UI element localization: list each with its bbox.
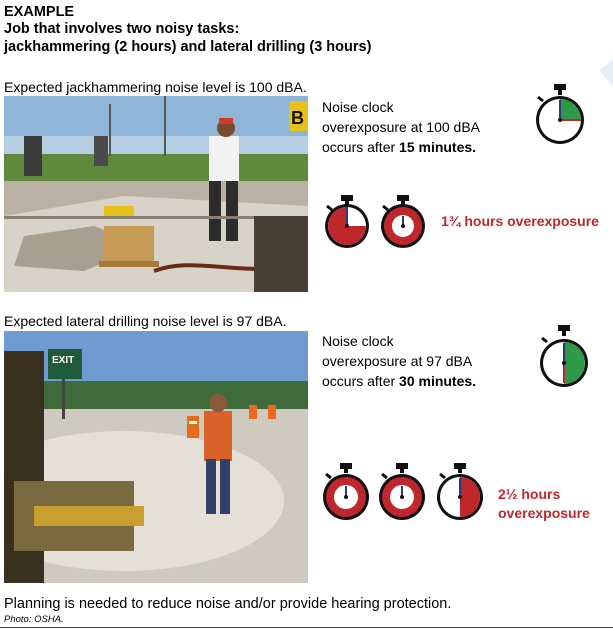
dr-overexposure-line2: overexposure: [498, 505, 590, 521]
bottom-divider: [0, 627, 613, 628]
road-sign-text: B: [291, 108, 304, 128]
exit-sign-text: EXIT: [52, 355, 75, 366]
stopwatch-15min-icon: [530, 84, 590, 151]
corner-decoration: [599, 60, 613, 86]
jh-clock-duration: 15 minutes.: [399, 139, 477, 155]
stopwatch-overexposure-2-icon: [377, 195, 429, 254]
dr-overexposure-line1: 2½ hours: [498, 486, 561, 502]
stopwatch-overexposure-5-icon: [434, 463, 486, 528]
jh-clock-line3-text: occurs after: [322, 139, 400, 155]
drilling-photo: [4, 331, 308, 583]
dr-clock-line1: Noise clock: [322, 333, 394, 349]
task-durations: jackhammering (2 hours) and lateral drilling (3 hours): [4, 39, 372, 55]
dr-clock-line3-text: occurs after: [322, 373, 400, 389]
dr-clock-line2: overexposure at 97 dBA: [322, 353, 473, 369]
photo-credit-source: OSHA.: [31, 614, 64, 625]
jh-clock-line1: Noise clock: [322, 99, 394, 115]
jackhammer-noise-level: Expected jackhammering noise level is 100 dBA.: [4, 79, 307, 95]
stopwatch-30min-icon: [534, 325, 594, 394]
stopwatch-overexposure-1-icon: [321, 195, 373, 254]
photo-credit: [4, 614, 64, 625]
job-description: Job that involves two noisy tasks:: [4, 21, 240, 37]
jh-overexposure-label: 1¾ hours overexposure: [441, 213, 599, 229]
stopwatch-overexposure-4-icon: [376, 463, 428, 528]
dr-clock-line3: [322, 371, 476, 391]
photo-credit-label: Photo:: [4, 614, 32, 625]
jh-clock-line2: overexposure at 100 dBA: [322, 119, 480, 135]
stopwatch-overexposure-3-icon: [320, 463, 372, 528]
drilling-noise-level: Expected lateral drilling noise level is 97 dBA.: [4, 313, 287, 329]
dr-clock-duration: 30 minutes.: [399, 373, 477, 389]
planning-note: Planning is needed to reduce noise and/or provide hearing protection.: [4, 596, 452, 612]
jackhammer-photo: [4, 96, 308, 292]
example-heading: EXAMPLE: [4, 4, 75, 20]
jh-clock-line3: [322, 137, 476, 157]
